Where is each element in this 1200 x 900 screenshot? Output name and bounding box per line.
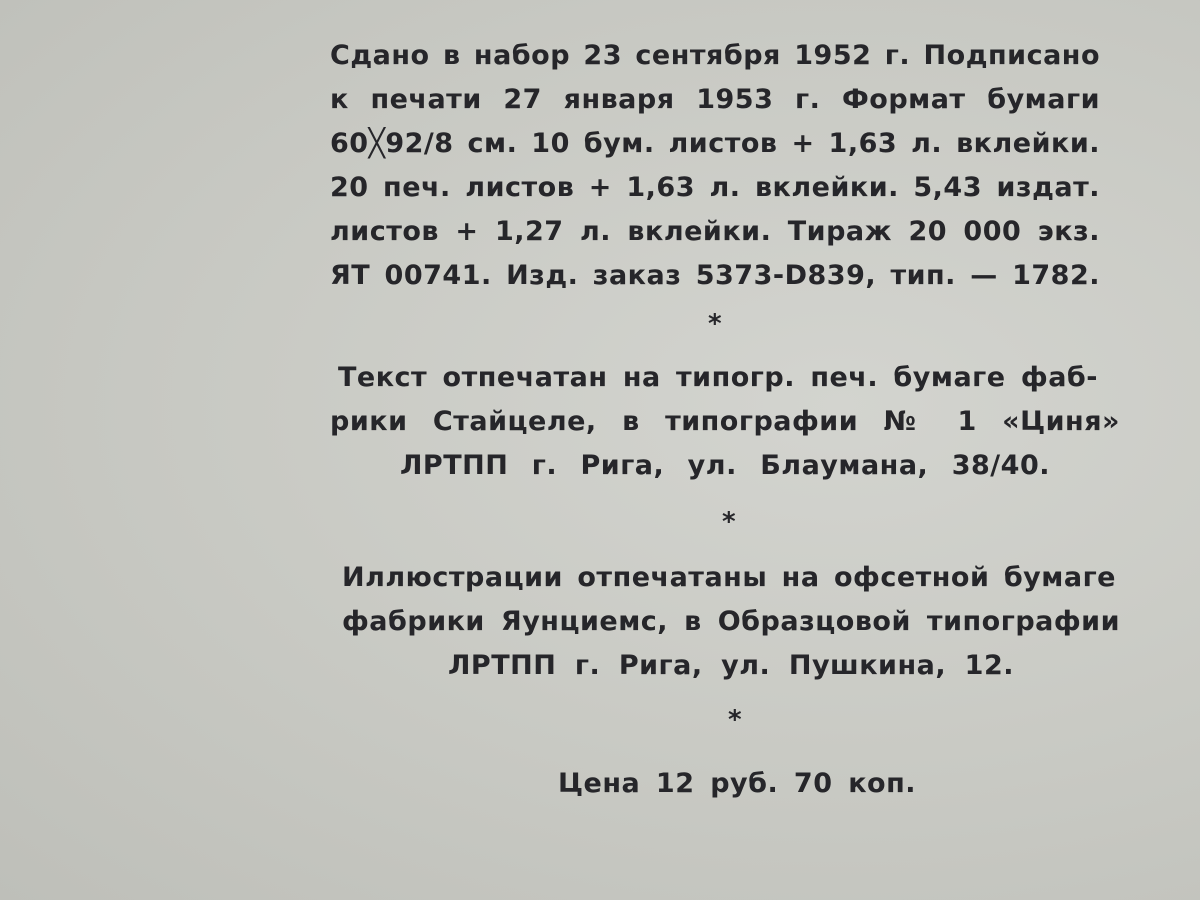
imprint-line-4: 20 печ. листов + 1,63 л. вклейки. 5,43 издат.	[330, 172, 1100, 203]
text-printing-line-1: Текст отпечатан на типогр. печ. бумаге фаб-	[338, 362, 1098, 393]
separator-star-2: *	[722, 507, 737, 537]
imprint-line-5: листов + 1,27 л. вклейки. Тираж 20 000 экз.	[330, 216, 1100, 247]
illustrations-printing-line-3: ЛРТПП г. Рига, ул. Пушкина, 12.	[448, 650, 1014, 681]
imprint-line-2: к печати 27 января 1953 г. Формат бумаги	[330, 84, 1100, 115]
text-printing-line-2: рики Стайцеле, в типографии № 1 «Циня»	[330, 406, 1120, 437]
illustrations-printing-line-1: Иллюстрации отпечатаны на офсетной бумаге	[342, 562, 1116, 593]
price-line: Цена 12 руб. 70 коп.	[558, 768, 916, 799]
imprint-line-6: ЯТ 00741. Изд. заказ 5373-D839, тип. — 1782.	[330, 260, 1100, 291]
imprint-line-1: Сдано в набор 23 сентября 1952 г. Подписано	[330, 40, 1100, 71]
imprint-line-3: 60╳92/8 см. 10 бум. листов + 1,63 л. вклейки.	[330, 128, 1100, 159]
separator-star-1: *	[708, 309, 723, 339]
text-printing-line-3: ЛРТПП г. Рига, ул. Блаумана, 38/40.	[400, 450, 1050, 481]
separator-star-3: *	[728, 705, 743, 735]
illustrations-printing-line-2: фабрики Яунциемс, в Образцовой типографии	[342, 606, 1120, 637]
